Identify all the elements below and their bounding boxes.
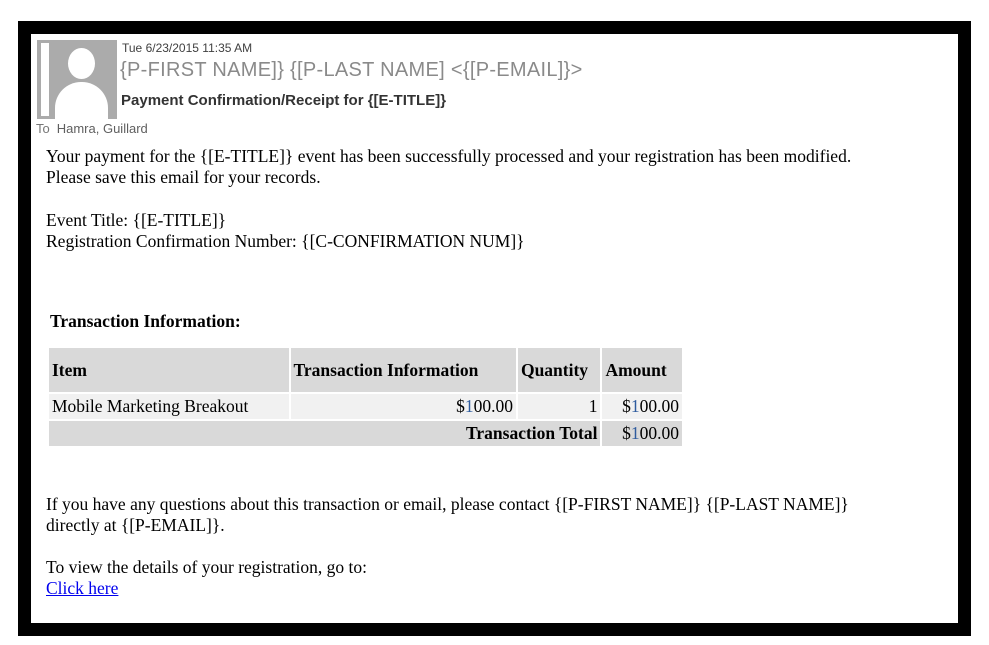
registration-details-paragraph: [46, 557, 946, 599]
amount-digits: 00.00: [639, 396, 679, 416]
currency-symbol: $: [622, 423, 631, 443]
click-here-link[interactable]: Click here: [46, 578, 119, 598]
amount-digit: 1: [630, 423, 640, 443]
email-subject: Payment Confirmation/Receipt for {[E-TITLE]}: [121, 92, 447, 109]
amount-digit: 1: [464, 396, 474, 416]
table-row: [49, 394, 682, 419]
column-header-amount: Amount: [602, 348, 682, 392]
intro-line-1: Your payment for the {[E-TITLE]} event has been successfully processed and your registration has been modified.: [46, 146, 852, 166]
confirmation-number-line: Registration Confirmation Number: {[C-CONFIRMATION NUM]}: [46, 231, 525, 251]
transaction-table: [47, 346, 684, 448]
questions-paragraph: [46, 494, 946, 536]
transaction-total-amount-cell: [602, 421, 682, 446]
email-message-window: [18, 21, 971, 636]
amount-cell: [602, 394, 682, 419]
amount-digits: 00.00: [473, 396, 513, 416]
goto-line: To view the details of your registration, go to:: [46, 557, 367, 577]
intro-line-2: Please save this email for your records.: [46, 167, 321, 187]
column-header-item: Item: [49, 348, 289, 392]
questions-line-1: If you have any questions about this transaction or email, please contact {[P-FIRST NAME]} {[P-LAST NAME]}: [46, 494, 849, 514]
recipient-name[interactable]: Hamra, Guillard: [56, 121, 148, 136]
table-total-row: [49, 421, 682, 446]
event-details: [46, 210, 946, 252]
person-silhouette-icon: [68, 48, 95, 79]
column-header-transaction-information: Transaction Information: [291, 348, 516, 392]
avatar-strip: [41, 43, 49, 116]
item-cell: Mobile Marketing Breakout: [49, 394, 289, 419]
email-body: [46, 146, 946, 599]
currency-symbol: $: [456, 396, 465, 416]
to-label: To: [36, 121, 50, 136]
amount-digit: 1: [630, 396, 640, 416]
transaction-information-cell: [291, 394, 516, 419]
person-silhouette-icon: [55, 82, 108, 119]
transaction-total-label: Transaction Total: [49, 421, 600, 446]
amount-digits: 00.00: [639, 423, 679, 443]
email-content-area: [31, 34, 958, 623]
sender-avatar: [37, 40, 117, 119]
quantity-cell: 1: [518, 394, 601, 419]
column-header-quantity: Quantity: [518, 348, 601, 392]
email-timestamp: Tue 6/23/2015 11:35 AM: [122, 41, 253, 55]
to-line: [36, 121, 148, 136]
table-header-row: [49, 348, 682, 392]
questions-line-2: directly at {[P-EMAIL]}.: [46, 515, 225, 535]
currency-symbol: $: [622, 396, 631, 416]
sender-line[interactable]: {P-FIRST NAME]} {[P-LAST NAME] <{[P-EMAIL]}>: [120, 59, 583, 81]
intro-paragraph: [46, 146, 946, 188]
event-title-line: Event Title: {[E-TITLE]}: [46, 210, 227, 230]
transaction-information-heading: Transaction Information:: [50, 311, 241, 331]
